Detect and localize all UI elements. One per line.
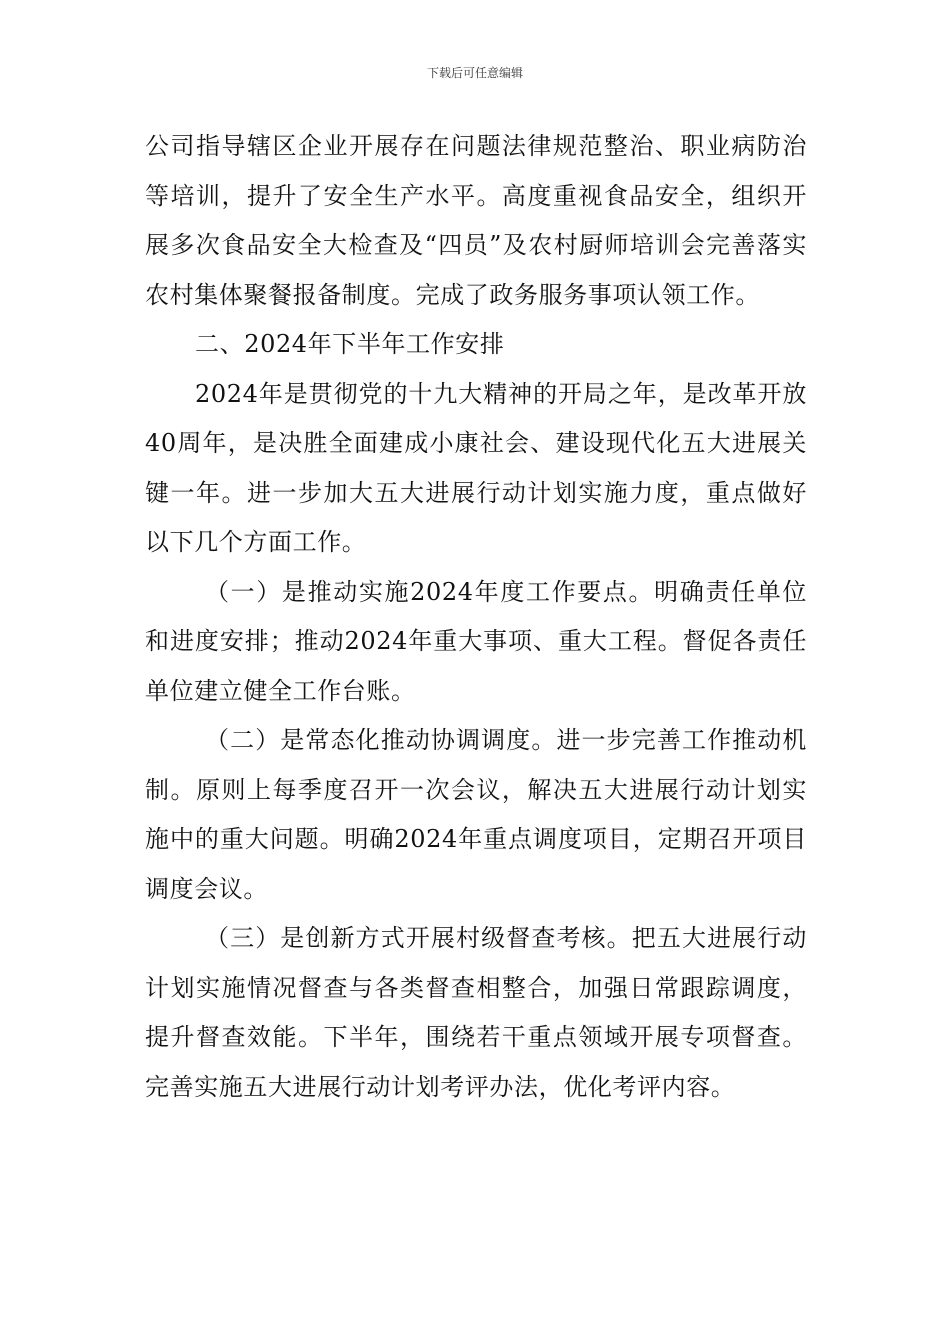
paragraph-item-1: （一）是推动实施2024年度工作要点。明确责任单位和进度安排；推动2024年重大事项、重大工程。督促各责任单位建立健全工作台账。 [145, 577, 807, 705]
section-heading: 二、2024年下半年工作安排 [195, 330, 505, 358]
paragraph-continued: 公司指导辖区企业开展存在问题法律规范整治、职业病防治等培训，提升了安全生产水平。高度重视食品安全，组织开展多次食品安全大检查及“四员”及农村厨师培训会完善落实农村集体聚餐报备制度。完成了政务服务事项认领工作。 [145, 132, 807, 309]
paragraph-item-2: （二）是常态化推动协调调度。进一步完善工作推动机制。原则上每季度召开一次会议，解决五大进展行动计划实施中的重大问题。明确2024年重点调度项目，定期召开项目调度会议。 [145, 726, 807, 903]
document-body [145, 122, 807, 1112]
page-header-note: 下载后可任意编辑 [426, 66, 523, 80]
paragraph-item-3: （三）是创新方式开展村级督查考核。把五大进展行动计划实施情况督查与各类督查相整合，加强日常跟踪调度，提升督查效能。下半年，围绕若干重点领域开展专项督查。完善实施五大进展行动计划考评办法，优化考评内容。 [145, 924, 807, 1101]
paragraph-intro: 2024年是贯彻党的十九大精神的开局之年，是改革开放40周年，是决胜全面建成小康社会、建设现代化五大进展关键一年。进一步加大五大进展行动计划实施力度，重点做好以下几个方面工作。 [145, 379, 807, 556]
